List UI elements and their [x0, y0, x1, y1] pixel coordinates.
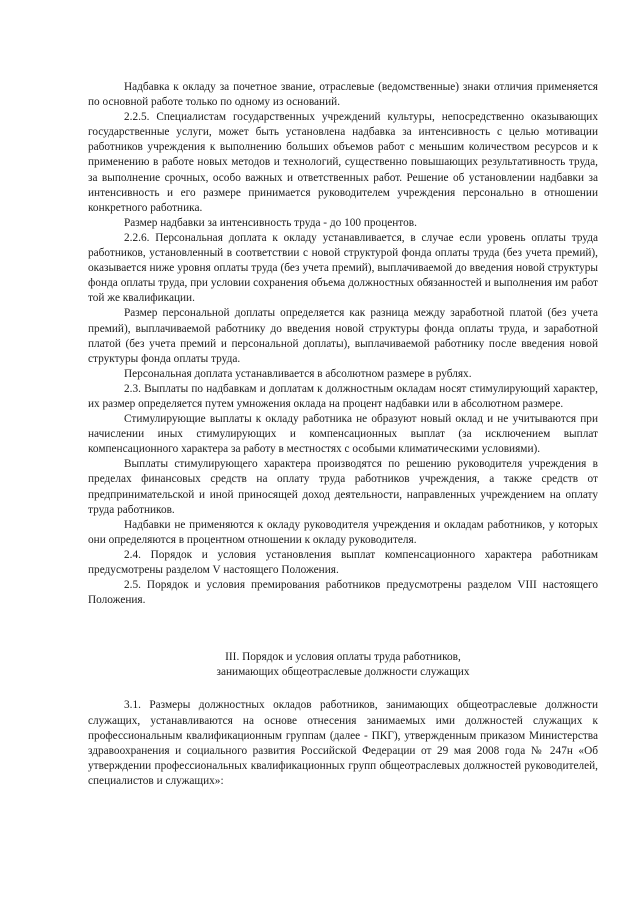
paragraph-2-4: 2.4. Порядок и условия установления выплат компенсационного характера работникам предусмотрены разделом V настоящего Положения.: [88, 548, 598, 576]
paragraph-2-2-6: 2.2.6. Персональная доплата к окладу устанавливается, в случае если уровень оплаты труда работников, установленный в соответствии с новой структурой фонда оплаты труда (без учета премий), оказывается ниже уровня оплаты труда (без учета премий), выплачиваемой до введения новой структуры фонда оплаты труда, при условии сохранения объема должностных обязанностей и выполнения им работ той же квалификации.: [88, 231, 598, 305]
section-heading: [88, 650, 598, 680]
section-heading-line-1: III. Порядок и условия оплаты труда работников,: [225, 651, 461, 664]
paragraph-3-1: 3.1. Размеры должностных окладов работников, занимающих общеотраслевые должности служащих, устанавливаются на основе отнесения занимаемых ими должностей служащих к профессиональным квалификационным группам (далее - ПКГ), утвержденным приказом Министерства здравоохранения и социального развития Российской Федерации от 29 мая 2008 года № 247н «Об утверждении профессиональных квалификационных групп общеотраслевых должностей руководителей, специалистов и служащих»:: [88, 699, 598, 787]
paragraph-personal-allowance-size: Размер персональной доплаты определяется как разница между заработной платой (без учета премий), выплачиваемой работнику до введения новой структуры фонда оплаты труда, и заработной платой (без учета премий и персональной доплаты), выплачиваемой работнику после введения новой структуры фонда оплаты труда.: [88, 307, 598, 365]
paragraph-2-3: 2.3. Выплаты по надбавкам и доплатам к должностным окладам носят стимулирующий характер, их размер определяется путем умножения оклада на процент надбавки или в абсолютном размере.: [88, 382, 598, 410]
paragraph-2-2-5: 2.2.5. Специалистам государственных учреждений культуры, непосредственно оказывающих государственные услуги, может быть установлена надбавка за интенсивность с целью мотивации работников учреждения к выполнению больших объемов работ с меньшим количеством ресурсов и к применению в работе новых методов и технологий, существенно повышающих результативность труда, за выполнение срочных, особо важных и ответственных работ. Решение об установлении надбавки за интенсивность и его размере принимается руководителем учреждения персонально в отношении конкретного работника.: [88, 111, 598, 214]
paragraph-intensity-size: Размер надбавки за интенсивность труда - до 100 процентов.: [124, 216, 417, 229]
paragraph-payments-decision: Выплаты стимулирующего характера производятся по решению руководителя учреждения в пределах финансовых средств на оплату труда работников учреждения, а также средств от предпринимательской и иной приносящей доход деятельности, направленных учреждением на оплату труда работников.: [88, 458, 598, 516]
paragraph-honorary-title: Надбавка к окладу за почетное звание, отраслевые (ведомственные) знаки отличия применяется по основной работе только по одному из оснований.: [88, 81, 598, 109]
document-page: [88, 80, 598, 789]
paragraph-personal-allowance-rubles: Персональная доплата устанавливается в абсолютном размере в рублях.: [124, 367, 472, 380]
section-heading-line-2: занимающих общеотраслевые должности служащих: [216, 666, 470, 679]
paragraph-2-5: 2.5. Порядок и условия премирования работников предусмотрены разделом VIII настоящего Положения.: [88, 579, 598, 607]
paragraph-stimulating-payments: Стимулирующие выплаты к окладу работника не образуют новый оклад и не учитываются при начислении иных стимулирующих и компенсационных выплат (за исключением выплат компенсационного характера за работу в местностях с особыми климатическими условиями).: [88, 413, 598, 456]
paragraph-allowances-not-applied: Надбавки не применяются к окладу руководителя учреждения и окладам работников, у которых они определяются в процентном отношении к окладу руководителя.: [88, 518, 598, 546]
